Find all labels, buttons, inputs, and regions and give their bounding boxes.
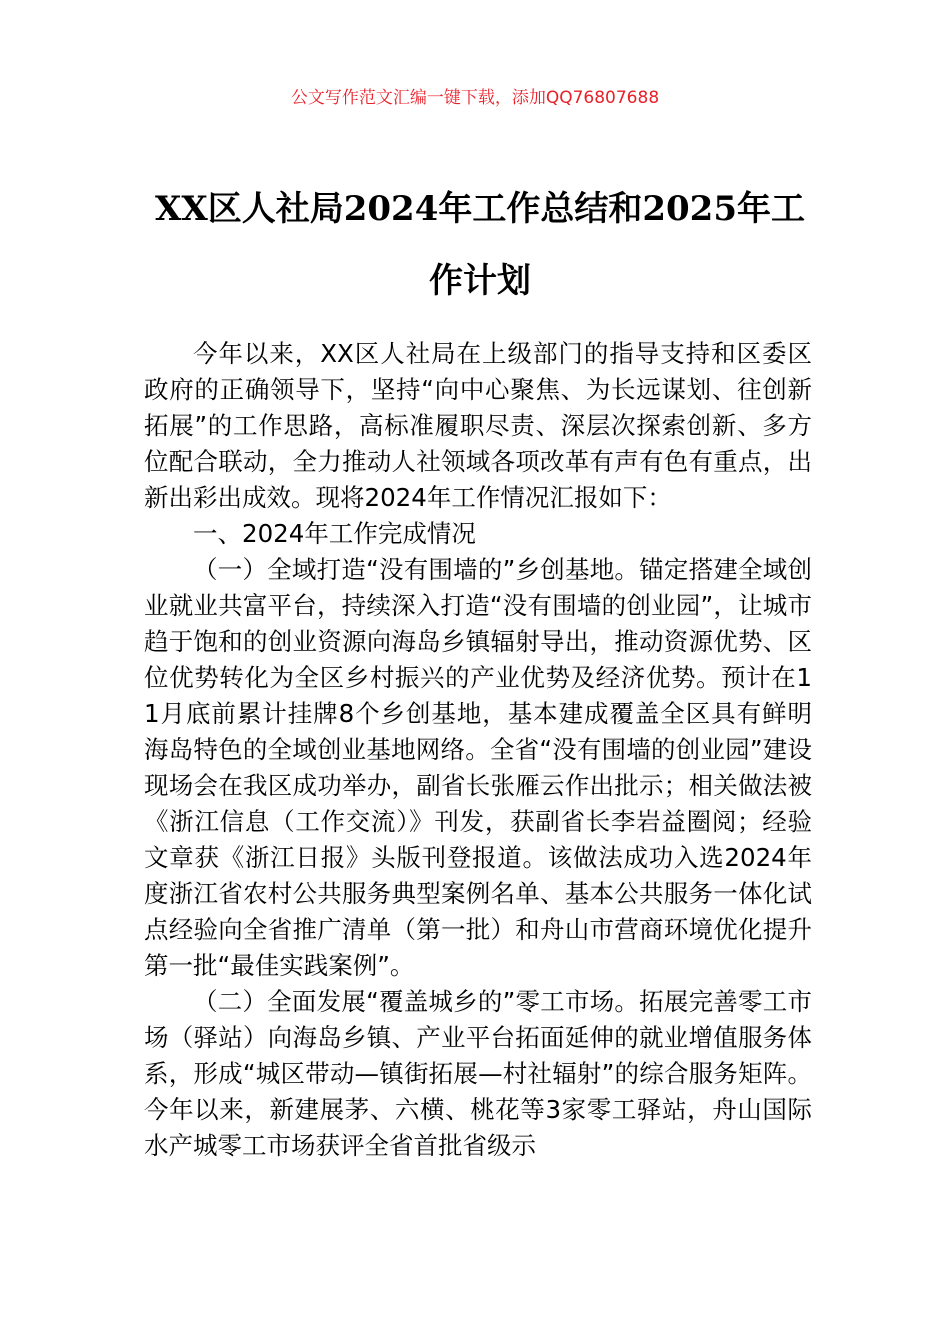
watermark-banner: 公文写作范文汇编一键下载，添加QQ76807688: [290, 88, 660, 108]
document-body: [144, 336, 812, 1164]
intro-paragraph: 今年以来，XX区人社局在上级部门的指导支持和区委区政府的正确领导下，坚持“向中心聚焦、为长远谋划、往创新拓展”的工作思路，高标准履职尽责、深层次探索创新、多方位配合联动，全力推动人社领域各项改革有声有色有重点，出新出彩出成效。现将2024年工作情况汇报如下：: [144, 339, 812, 512]
section-paragraph-2: （二）全面发展“覆盖城乡的”零工市场。拓展完善零工市场（驿站）向海岛乡镇、产业平台拓面延伸的就业增值服务体系，形成“城区带动—镇街拓展—村社辐射”的综合服务矩阵。今年以来，新建展茅、六横、桃花等3家零工驿站，舟山国际水产城零工市场获评全省首批省级示: [144, 987, 812, 1160]
section-heading: 一、2024年工作完成情况: [193, 519, 476, 548]
section-paragraph-1: （一）全域打造“没有围墙的”乡创基地。锚定搭建全域创业就业共富平台，持续深入打造“没有围墙的创业园”，让城市趋于饱和的创业资源向海岛乡镇辐射导出，推动资源优势、区位优势转化为全区乡村振兴的产业优势及经济优势。预计在11月底前累计挂牌8个乡创基地，基本建成覆盖全区具有鲜明海岛特色的全域创业基地网络。全省“没有围墙的创业园”建设现场会在我区成功举办，副省长张雁云作出批示；相关做法被《浙江信息（工作交流）》刊发，获副省长李岩益圈阅；经验文章获《浙江日报》头版刊登报道。该做法成功入选2024年度浙江省农村公共服务典型案例名单、基本公共服务一体化试点经验向全省推广清单（第一批）和舟山市营商环境优化提升第一批“最佳实践案例”。: [144, 555, 812, 980]
document-title: XX区人社局2024年工作总结和2025年工作计划: [154, 188, 806, 301]
